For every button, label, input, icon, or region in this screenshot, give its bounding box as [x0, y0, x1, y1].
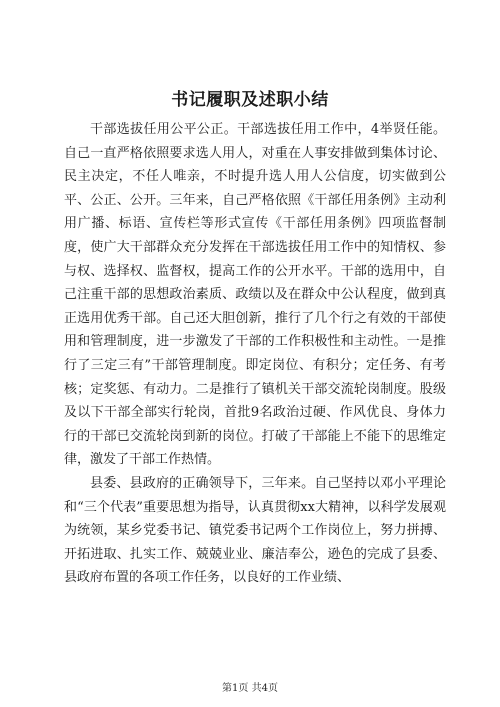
paragraph-cadre-selection: 干部选拔任用公平公正。干部选拔任用工作中，4举贤任能。自己一直严格依照要求选人用人，对重在人事安排做到集体讨论、民主决定，不任人唯亲，不时提升选人用人公信度，切实做到公平、公正、公开。三年来，自己严格依照《干部任用条例》主动利用广播、标语、宣传栏等形式宣传《干部任用条例》四项监督制度，使广大干部群众充分发挥在干部选拔任用工作中的知情权、参与权、选择权、监督权，提高工作的公开水平。干部的选用中，自己注重干部的思想政治素质、政绩以及在群众中公认程度，做到真正选用优秀干部。自己还大胆创新，推行了几个行之有效的干部使用和管理制度，进一步激发了干部的工作积极性和主动性。一是推行了三定三有”干部管理制度。即定岗位、有积分；定任务、有考核；定奖惩、有动力。二是推行了镇机关干部交流轮岗制度。股级及以下干部全部实行轮岗，首批9名政治过硬、作风优良、身体力行的干部已交流轮岗到新的岗位。打破了干部能上不能下的思维定律，激发了干部工作热情。: [64, 122, 446, 468]
document-body: [64, 118, 446, 590]
paragraph-leadership-summary: 县委、县政府的正确领导下，三年来。自己坚持以邓小平理论和“三个代表”重要思想为指导，认真贯彻xx大精神，以科学发展观为统领，某乡党委书记、镇党委书记两个工作岗位上，努力拼搏、开拓进取、扎实工作、兢兢业业、廉洁奉公，逊色的完成了县委、县政府布置的各项工作任务，以良好的工作业绩、: [64, 475, 446, 586]
page-footer: 第1页 共4页: [222, 683, 278, 694]
document-title: 书记履职及述职小结: [171, 90, 329, 110]
